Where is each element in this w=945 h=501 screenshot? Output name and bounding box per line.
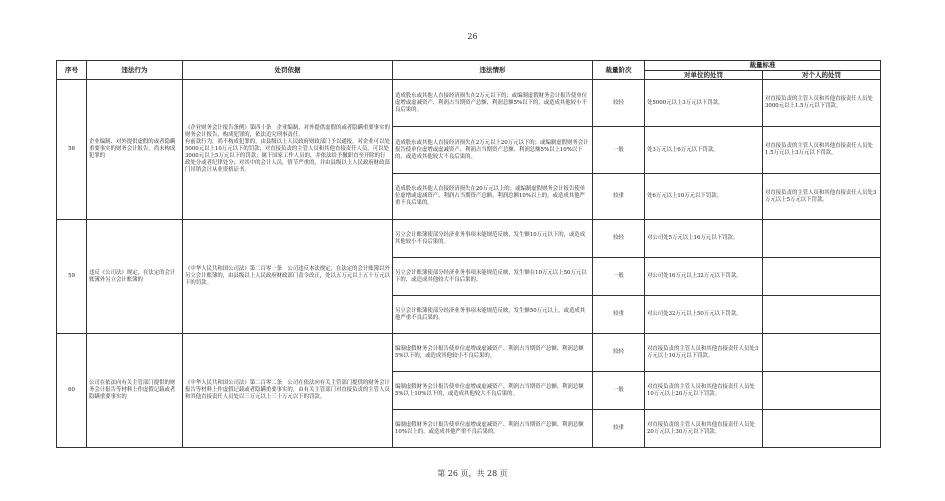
header-violation: 违法行为 [87, 61, 183, 80]
level-cell: 一般 [593, 258, 645, 296]
unit-penalty-cell: 对公司处5万元以上16万元以下罚款。 [645, 220, 763, 258]
seq-cell: 59 [57, 220, 87, 334]
level-cell: 较轻 [593, 80, 645, 127]
individual-penalty-cell [763, 410, 881, 448]
header-standard: 裁量标准 [645, 61, 881, 71]
table-row [57, 80, 881, 127]
situation-cell: 造成股东或其他人直接经济损失在20万元以上的；或编制虚假财务会计报告使单位虚增或虚减资产、利润占当期资产总额、利润总额10%以上的，或造成其他严重不良后果的。 [393, 174, 593, 220]
unit-penalty-cell: 对公司处16万元以上32万元以下罚款。 [645, 258, 763, 296]
level-cell: 一般 [593, 127, 645, 174]
individual-penalty-cell [763, 296, 881, 334]
unit-penalty-cell: 对直接负责的主管人员和其他直接责任人员处3万元以上10万元以下罚款。 [645, 334, 763, 372]
unit-penalty-cell: 处3万元以上6万元以下罚款。 [645, 127, 763, 174]
basis-cell: 《中华人民共和国公司法》第二百零二条 公司在依法向有关主管部门提供的财务会计报告等材料上作虚假记载或者隐瞒重要事实的，由有关主管部门对直接负责的主管人员和其他直接责任人员处以三万元以上三十万元以下的罚款。 [183, 334, 393, 448]
level-cell: 一般 [593, 372, 645, 410]
situation-cell: 造成股东或其他人直接经济损失在2万元以下的；或编制虚假财务会计报告使单位虚增或虚减资产、利润占当期资产总额、利润总额5%以下的，或造成其他较小不良后果的。 [393, 80, 593, 127]
seq-cell: 60 [57, 334, 87, 448]
individual-penalty-cell [763, 372, 881, 410]
situation-cell: 另立会计账簿使部分经济业务事项未能规范反映，发生额10万元以下的，或造成其他较小不良后果的。 [393, 220, 593, 258]
level-cell: 较轻 [593, 334, 645, 372]
unit-penalty-cell: 对公司处32万元以上50万元以下罚款。 [645, 296, 763, 334]
header-situation: 违法情形 [393, 61, 593, 80]
page-number-top: 26 [467, 32, 478, 41]
table-row [57, 220, 881, 258]
unit-penalty-cell: 对直接负责的主管人员和其他直接责任人员处20万元以上30万元以下罚款。 [645, 410, 763, 448]
penalty-table [56, 60, 881, 448]
individual-penalty-cell: 对直接负责的主管人员和其他直接责任人员处1.5万元以上3万元以下罚款。 [763, 127, 881, 174]
level-cell: 较重 [593, 174, 645, 220]
unit-penalty-cell: 处6万元以上10万元以下罚款。 [645, 174, 763, 220]
situation-cell: 另立会计账簿使部分经济业务事项未能规范反映，发生额50万元以上，或造成其他严重不良后果的。 [393, 296, 593, 334]
level-cell: 较轻 [593, 220, 645, 258]
header-level: 裁量阶次 [593, 61, 645, 80]
situation-cell: 编制虚假财务会计报告使单位虚增或虚减资产、利润占当期资产总额、利润总额5%以上10%以下的，或造成其他较大不良后果的。 [393, 372, 593, 410]
seq-cell: 58 [57, 80, 87, 220]
situation-cell: 造成股东或其他人直接经济损失在2万元以上20万元以下的；或编制虚假财务会计报告使单位虚增或虚减资产、利润占当期资产总额、利润总额5%以上10%以下的，或造成其他较大不良后果的。 [393, 127, 593, 174]
header-individual: 对个人的处罚 [763, 71, 881, 80]
individual-penalty-cell [763, 258, 881, 296]
basis-cell: 《中华人民共和国公司法》第二百零一条 公司违反本法规定，在法定的会计账簿以外另立会计账簿的，由县级以上人民政府财政部门责令改正，处以五万元以上五十万元以下的罚款。 [183, 220, 393, 334]
situation-cell: 另立会计账簿使部分经济业务事项未能规范反映，发生额在10万元以上50万元以下的，或造成其他较大不良后果的。 [393, 258, 593, 296]
header-unit: 对单位的处罚 [645, 71, 763, 80]
individual-penalty-cell: 对直接负责的主管人员和其他直接责任人员处3万元以上5万元以下罚款。 [763, 174, 881, 220]
situation-cell: 编制虚假财务会计报告使单位虚增或虚减资产、利润占当期资产总额、利润总额10%以上的，或造成其他严重不良后果的。 [393, 410, 593, 448]
individual-penalty-cell [763, 334, 881, 372]
violation-cell: 违反《公司法》规定，在法定的会计账簿外另立会计账簿的 [87, 220, 183, 334]
unit-penalty-cell: 处5000元以上3万元以下罚款。 [645, 80, 763, 127]
table-body [57, 80, 881, 448]
violation-cell: 公司在依法向有关主管部门提供的财务会计报告等材料上作虚假记载或者隐瞒重要事实的 [87, 334, 183, 448]
header-basis: 处罚依据 [183, 61, 393, 80]
violation-cell: 企业编制、对外提供虚假的或者隐瞒重要事实的财务会计报告，尚未构成犯罪的 [87, 80, 183, 220]
level-cell: 较重 [593, 296, 645, 334]
level-cell: 较重 [593, 410, 645, 448]
individual-penalty-cell [763, 220, 881, 258]
table-row [57, 334, 881, 372]
individual-penalty-cell: 对直接负责的主管人员和其他直接责任人员处3000元以上1.5万元以下罚款。 [763, 80, 881, 127]
unit-penalty-cell: 对直接负责的主管人员和其他直接责任人员处10万元以上20万元以下罚款。 [645, 372, 763, 410]
page-footer: 第 26 页，共 28 页 [437, 469, 508, 478]
header-seq: 序号 [57, 61, 87, 80]
situation-cell: 编制虚假财务会计报告使单位虚增或虚减资产、利润占当期资产总额、利润总额5%以下的，或造成其他较小不良后果的。 [393, 334, 593, 372]
basis-cell: 《企业财务会计报告条例》第四十条 企业编制、对外提供虚假的或者隐瞒重要事实的财务会计报告，构成犯罪的，依法追究刑事责任。 有前款行为，尚不构成犯罪的，由县级以上人民政府财政部门予以通报，对企业可以处5000元以上10万元以下的罚款；对直接负责的主管人员和其他直接责任人员，可以处3000元以上5万元以下的罚款；属于国家工作人员的，并依法给予撤职直至开除的行政处分或者纪律处分；对其中的会计人员，情节严重的，并由县级以上人民政府财政部门吊销会计从业资格证书。 [183, 80, 393, 220]
